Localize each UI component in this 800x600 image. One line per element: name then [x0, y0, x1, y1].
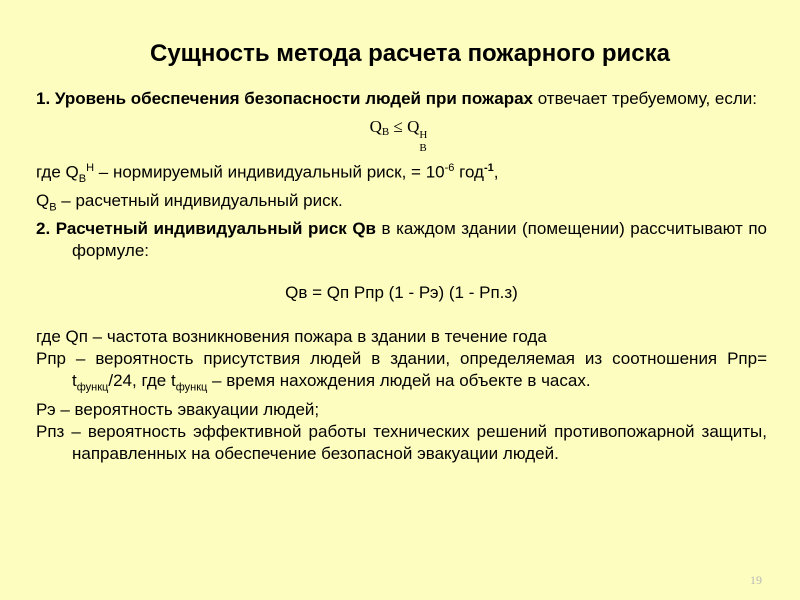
- def-rpr-c: – время нахождения людей на объекте в часах.: [207, 371, 591, 391]
- def-qbn-comma: ,: [493, 162, 499, 182]
- def-qb-sub: В: [49, 201, 57, 214]
- def-qb-text: – расчетный индивидуальный риск.: [56, 191, 343, 211]
- def-qbn-unit: год: [454, 162, 484, 182]
- formula-risk-condition: [36, 116, 767, 154]
- formula1-rhs-sup: Н: [419, 129, 428, 141]
- def-rpr-sub2: функц: [175, 381, 208, 394]
- def-rpr-sub1: функц: [76, 381, 109, 394]
- def-qbn-value: 10: [420, 162, 445, 182]
- def-rpr-b: /24, где t: [108, 371, 176, 391]
- def-qbn-sub: В: [78, 173, 87, 186]
- definition-qbn: [36, 157, 767, 190]
- definition-qb: [36, 190, 767, 218]
- definition-rpz: Рпз – вероятность эффективной работы технических решений противопожарной защиты, направленных на обеспечение безопасной эвакуации людей.: [36, 421, 767, 463]
- def-qbn-prefix: где Q: [36, 162, 79, 182]
- slide-body: [36, 88, 767, 465]
- slide-title: Сущность метода расчета пожарного риска: [149, 40, 671, 67]
- item-2: [36, 218, 767, 262]
- definition-rpr: [36, 348, 767, 398]
- item-1-rest: отвечает требуемому, если:: [533, 89, 758, 108]
- item-2-bold: 2. Расчетный индивидуальный риск Qв: [36, 219, 377, 239]
- definition-re: Рэ – вероятность эвакуации людей;: [36, 399, 320, 419]
- formula1-rel: ≤: [389, 117, 408, 136]
- formula1-rhs-sub: В: [419, 142, 427, 154]
- formula1-rhs: Q: [407, 117, 420, 136]
- item-1-number: 1.: [36, 89, 51, 108]
- def-rpr-a: Рпр – вероятность присутствия людей в здании, определяемая из соотношения Рпр= t: [36, 349, 767, 391]
- formula1-lhs: Q: [369, 117, 382, 136]
- def-qbn-eq: =: [411, 162, 421, 182]
- definition-qp: где Qп – частота возникновения пожара в здании в течение года: [36, 327, 547, 347]
- def-qbn-exp2: -1: [483, 162, 494, 174]
- def-qbn-sup: Н: [86, 162, 95, 174]
- def-qb-q: Q: [36, 191, 50, 211]
- formula-calculated-risk: Qв = Qп Рпр (1 - Рэ) (1 - Рп.з): [285, 283, 518, 303]
- page-number: 19: [750, 573, 762, 587]
- item-1-bold: Уровень обеспечения безопасности людей при пожарах: [54, 89, 533, 108]
- def-qbn-exp1: -6: [444, 162, 455, 174]
- item-1: [36, 88, 767, 110]
- item-2-rest: в каждом здании (помещении) рассчитывают по формуле:: [72, 219, 767, 261]
- formula1-lhs-sub: В: [381, 126, 390, 138]
- def-qbn-text: – нормируемый индивидуальный риск,: [94, 162, 412, 182]
